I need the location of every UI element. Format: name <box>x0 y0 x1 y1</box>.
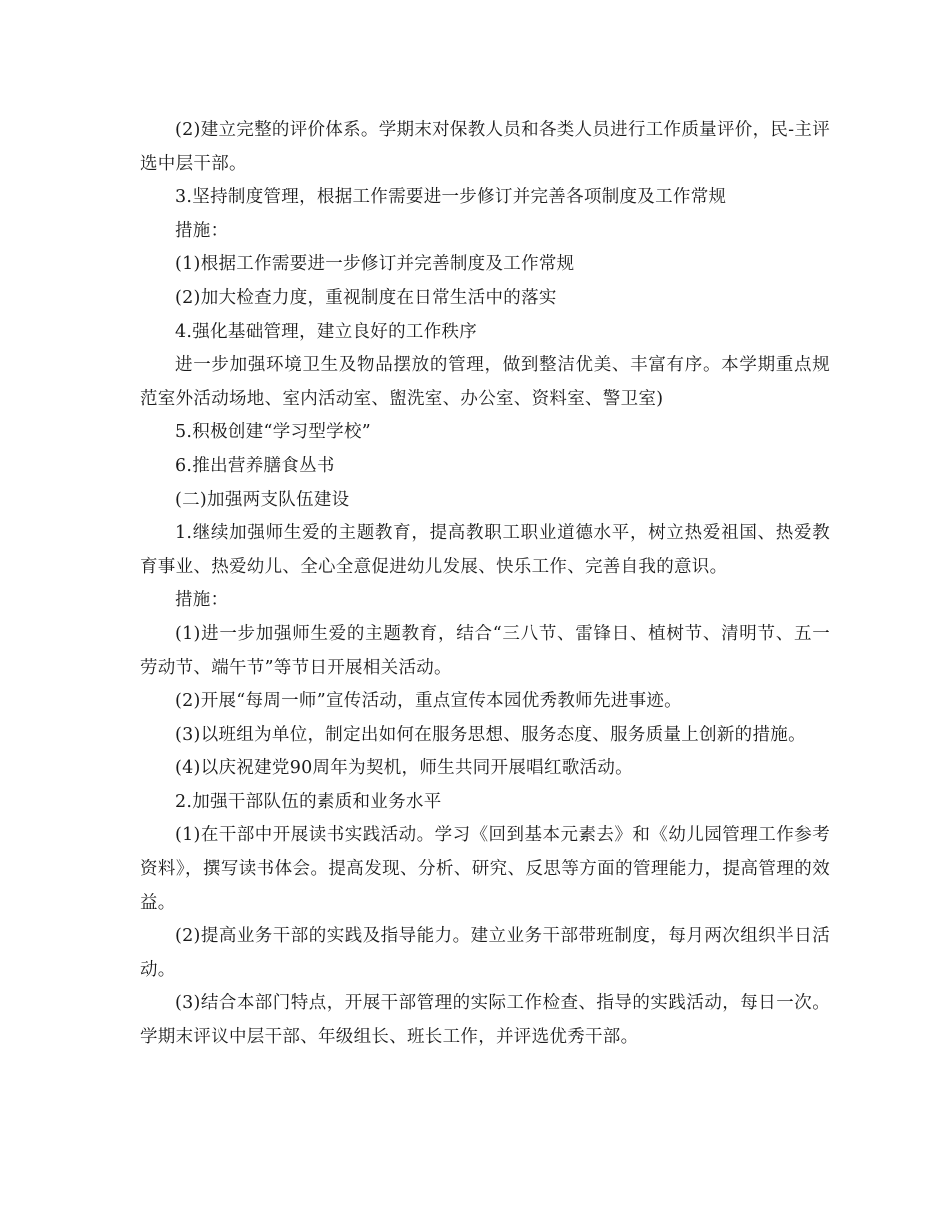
paragraph-heading-basic-management: 4.强化基础管理，建立良好的工作秩序 <box>175 321 478 342</box>
paragraph-guidance-ability: (2)提高业务干部的实践及指导能力。建立业务干部带班制度，每月两次组织半日活动。 <box>140 926 830 980</box>
paragraph-holiday-activities: (1)进一步加强师生爱的主题教育，结合“三八节、雷锋日、植树节、清明节、五一劳动节、端午节”等节日开展相关活动。 <box>140 623 830 678</box>
paragraph-reading-practice: (1)在干部中开展读书实践活动。学习《回到基本元素去》和《幼儿园管理工作参考资料》，撰写读书体会。提高发现、分析、研究、反思等方面的管理能力，提高管理的效益。 <box>140 825 830 913</box>
paragraph-red-songs: (4)以庆祝建党90周年为契机，师生共同开展唱红歌活动。 <box>175 758 633 779</box>
paragraph-nutrition-books: 6.推出营养膳食丛书 <box>175 455 335 476</box>
paragraph-measures-label: 措施： <box>175 220 229 241</box>
paragraph-revise-rules: (1)根据工作需要进一步修订并完善制度及工作常规 <box>175 254 575 275</box>
paragraph-heading-system-management: 3.坚持制度管理，根据工作需要进一步修订并完善各项制度及工作常规 <box>175 187 727 208</box>
paragraph-inspection: (2)加大检查力度，重视制度在日常生活中的落实 <box>175 287 557 308</box>
paragraph-section-team-building: (二)加强两支队伍建设 <box>175 489 350 510</box>
paragraph-measures-label-2: 措施： <box>175 590 229 611</box>
paragraph-service-innovation: (3)以班组为单位，制定出如何在服务思想、服务态度、服务质量上创新的措施。 <box>175 724 806 745</box>
paragraph-heading-cadre-quality: 2.加强干部队伍的素质和业务水平 <box>175 791 442 812</box>
document-body <box>140 114 830 1055</box>
paragraph-inspection-practice: (3)结合本部门特点，开展干部管理的实际工作检查、指导的实践活动，每日一次。学期末评议中层干部、年级组长、班长工作，并评选优秀干部。 <box>140 993 830 1048</box>
paragraph-evaluation-system: (2)建立完整的评价体系。学期末对保教人员和各类人员进行工作质量评价，民-主评选中层干部。 <box>140 120 830 174</box>
paragraph-learning-school: 5.积极创建“学习型学校” <box>175 422 371 443</box>
paragraph-teacher-of-week: (2)开展“每周一师”宣传活动，重点宣传本园优秀教师先进事迹。 <box>175 691 682 712</box>
paragraph-environment: 进一步加强环境卫生及物品摆放的管理，做到整洁优美、丰富有序。本学期重点规范室外活动场地、室内活动室、盥洗室、办公室、资料室、警卫室) <box>140 355 830 409</box>
paragraph-ethics-education: 1.继续加强师生爱的主题教育，提高教职工职业道德水平，树立热爱祖国、热爱教育事业、热爱幼儿、全心全意促进幼儿发展、快乐工作、完善自我的意识。 <box>140 523 830 577</box>
